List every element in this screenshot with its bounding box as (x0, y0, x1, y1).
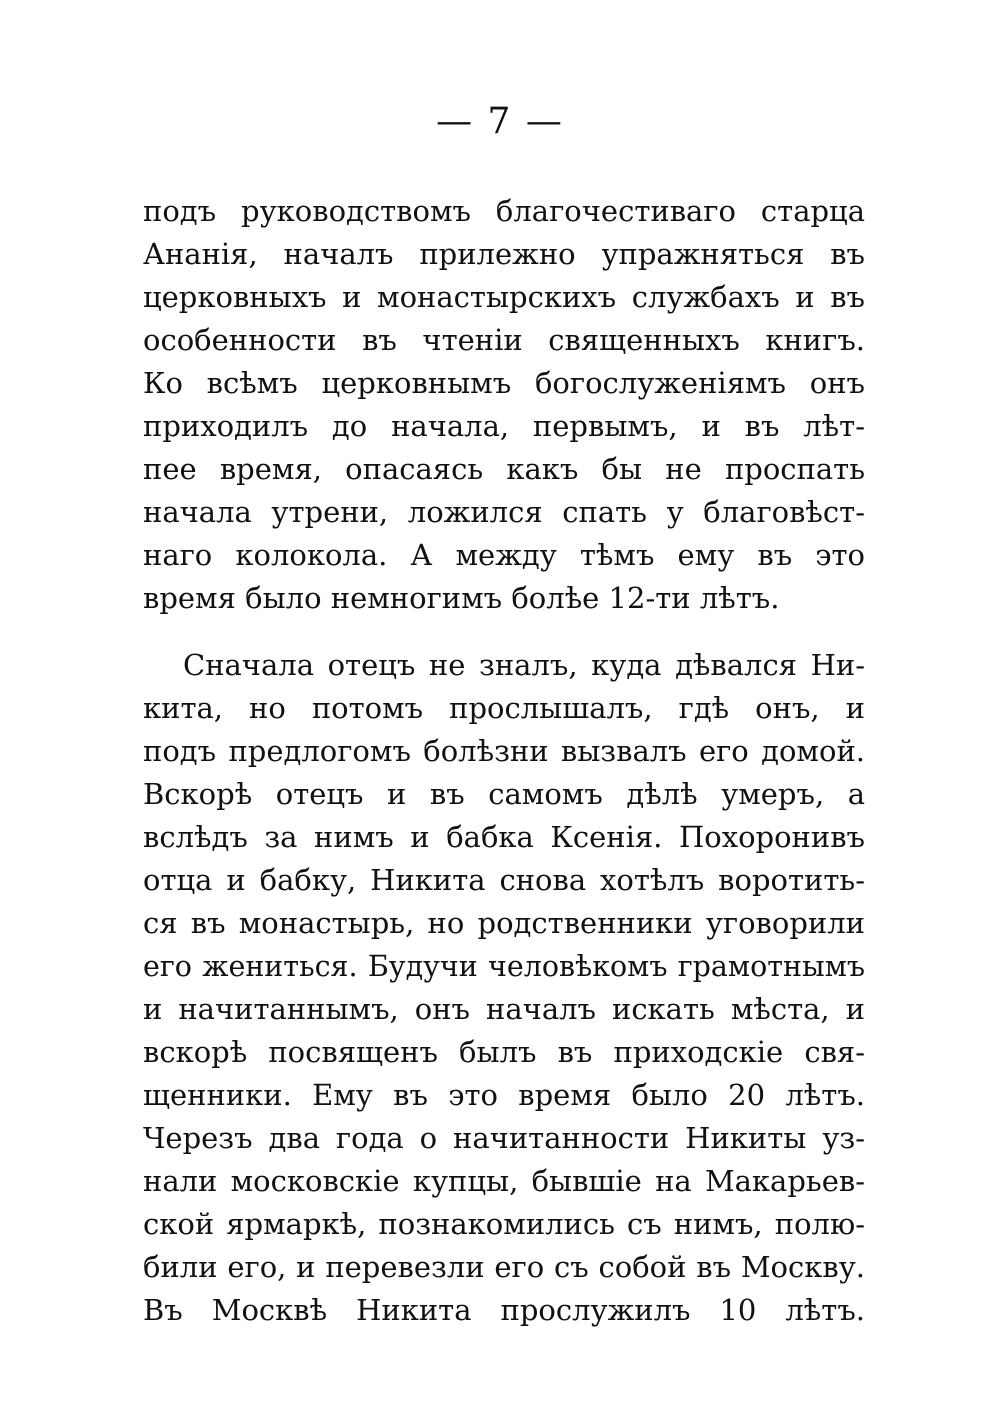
text-line: вскорѣ посвященъ былъ въ приходскіе свя- (143, 1035, 865, 1069)
text-line: Сначала отецъ не зналъ, куда дѣвался Ни- (183, 648, 865, 682)
page-number: — 7 — (436, 101, 564, 142)
text-line: особенности въ чтеніи священныхъ книгъ. (143, 323, 865, 357)
text-line: Черезъ два года о начитанности Никиты уз- (143, 1121, 865, 1155)
text-line: нали московскіе купцы, бывшіе на Макарьев- (143, 1164, 865, 1198)
text-line: подъ предлогомъ болѣзни вызвалъ его домой. (143, 734, 865, 768)
text-line: ской ярмаркѣ, познакомились съ нимъ, полю- (143, 1207, 865, 1241)
text-line: Въ Москвѣ Никита прослужилъ 10 лѣтъ. (143, 1293, 865, 1327)
paragraph-2 (143, 644, 865, 1332)
text-line: вслѣдъ за нимъ и бабка Ксенія. Похоронивъ (143, 820, 865, 854)
text-line: Ананія, началъ прилежно упражняться въ (143, 237, 865, 271)
text-line: его жениться. Будучи человѣкомъ грамотнымъ (143, 950, 865, 983)
text-line: ся въ монастырь, но родственники уговорили (143, 906, 865, 940)
text-line: били его, и перевезли его съ собой въ Москву. (143, 1250, 865, 1284)
text-line: Вскорѣ отецъ и въ самомъ дѣлѣ умеръ, а (143, 777, 865, 811)
text-line: и начитаннымъ, онъ началъ искать мѣста, и (143, 992, 865, 1026)
text-line: отца и бабку, Никита снова хотѣлъ воротить- (143, 863, 865, 897)
text-line: щенники. Ему въ это время было 20 лѣтъ. (143, 1078, 865, 1112)
text-line: начала утрени, ложился спать у благовѣст- (143, 495, 865, 529)
text-line: подъ руководствомъ благочестиваго старца (143, 194, 865, 228)
text-line: Ко всѣмъ церковнымъ богослуженіямъ онъ (143, 366, 865, 400)
text-line: кита, но потомъ прослышалъ, гдѣ онъ, и (143, 691, 865, 725)
text-line: приходилъ до начала, первымъ, и въ лѣт- (143, 409, 865, 443)
text-line: церковныхъ и монастырскихъ службахъ и въ (143, 280, 865, 314)
paragraph-1 (143, 190, 865, 620)
text-line: наго колокола. А между тѣмъ ему въ это (143, 538, 865, 572)
text-line: время было немногимъ болѣе 12-ти лѣтъ. (143, 581, 780, 615)
text-line: пее время, опасаясь какъ бы не проспать (143, 452, 865, 486)
